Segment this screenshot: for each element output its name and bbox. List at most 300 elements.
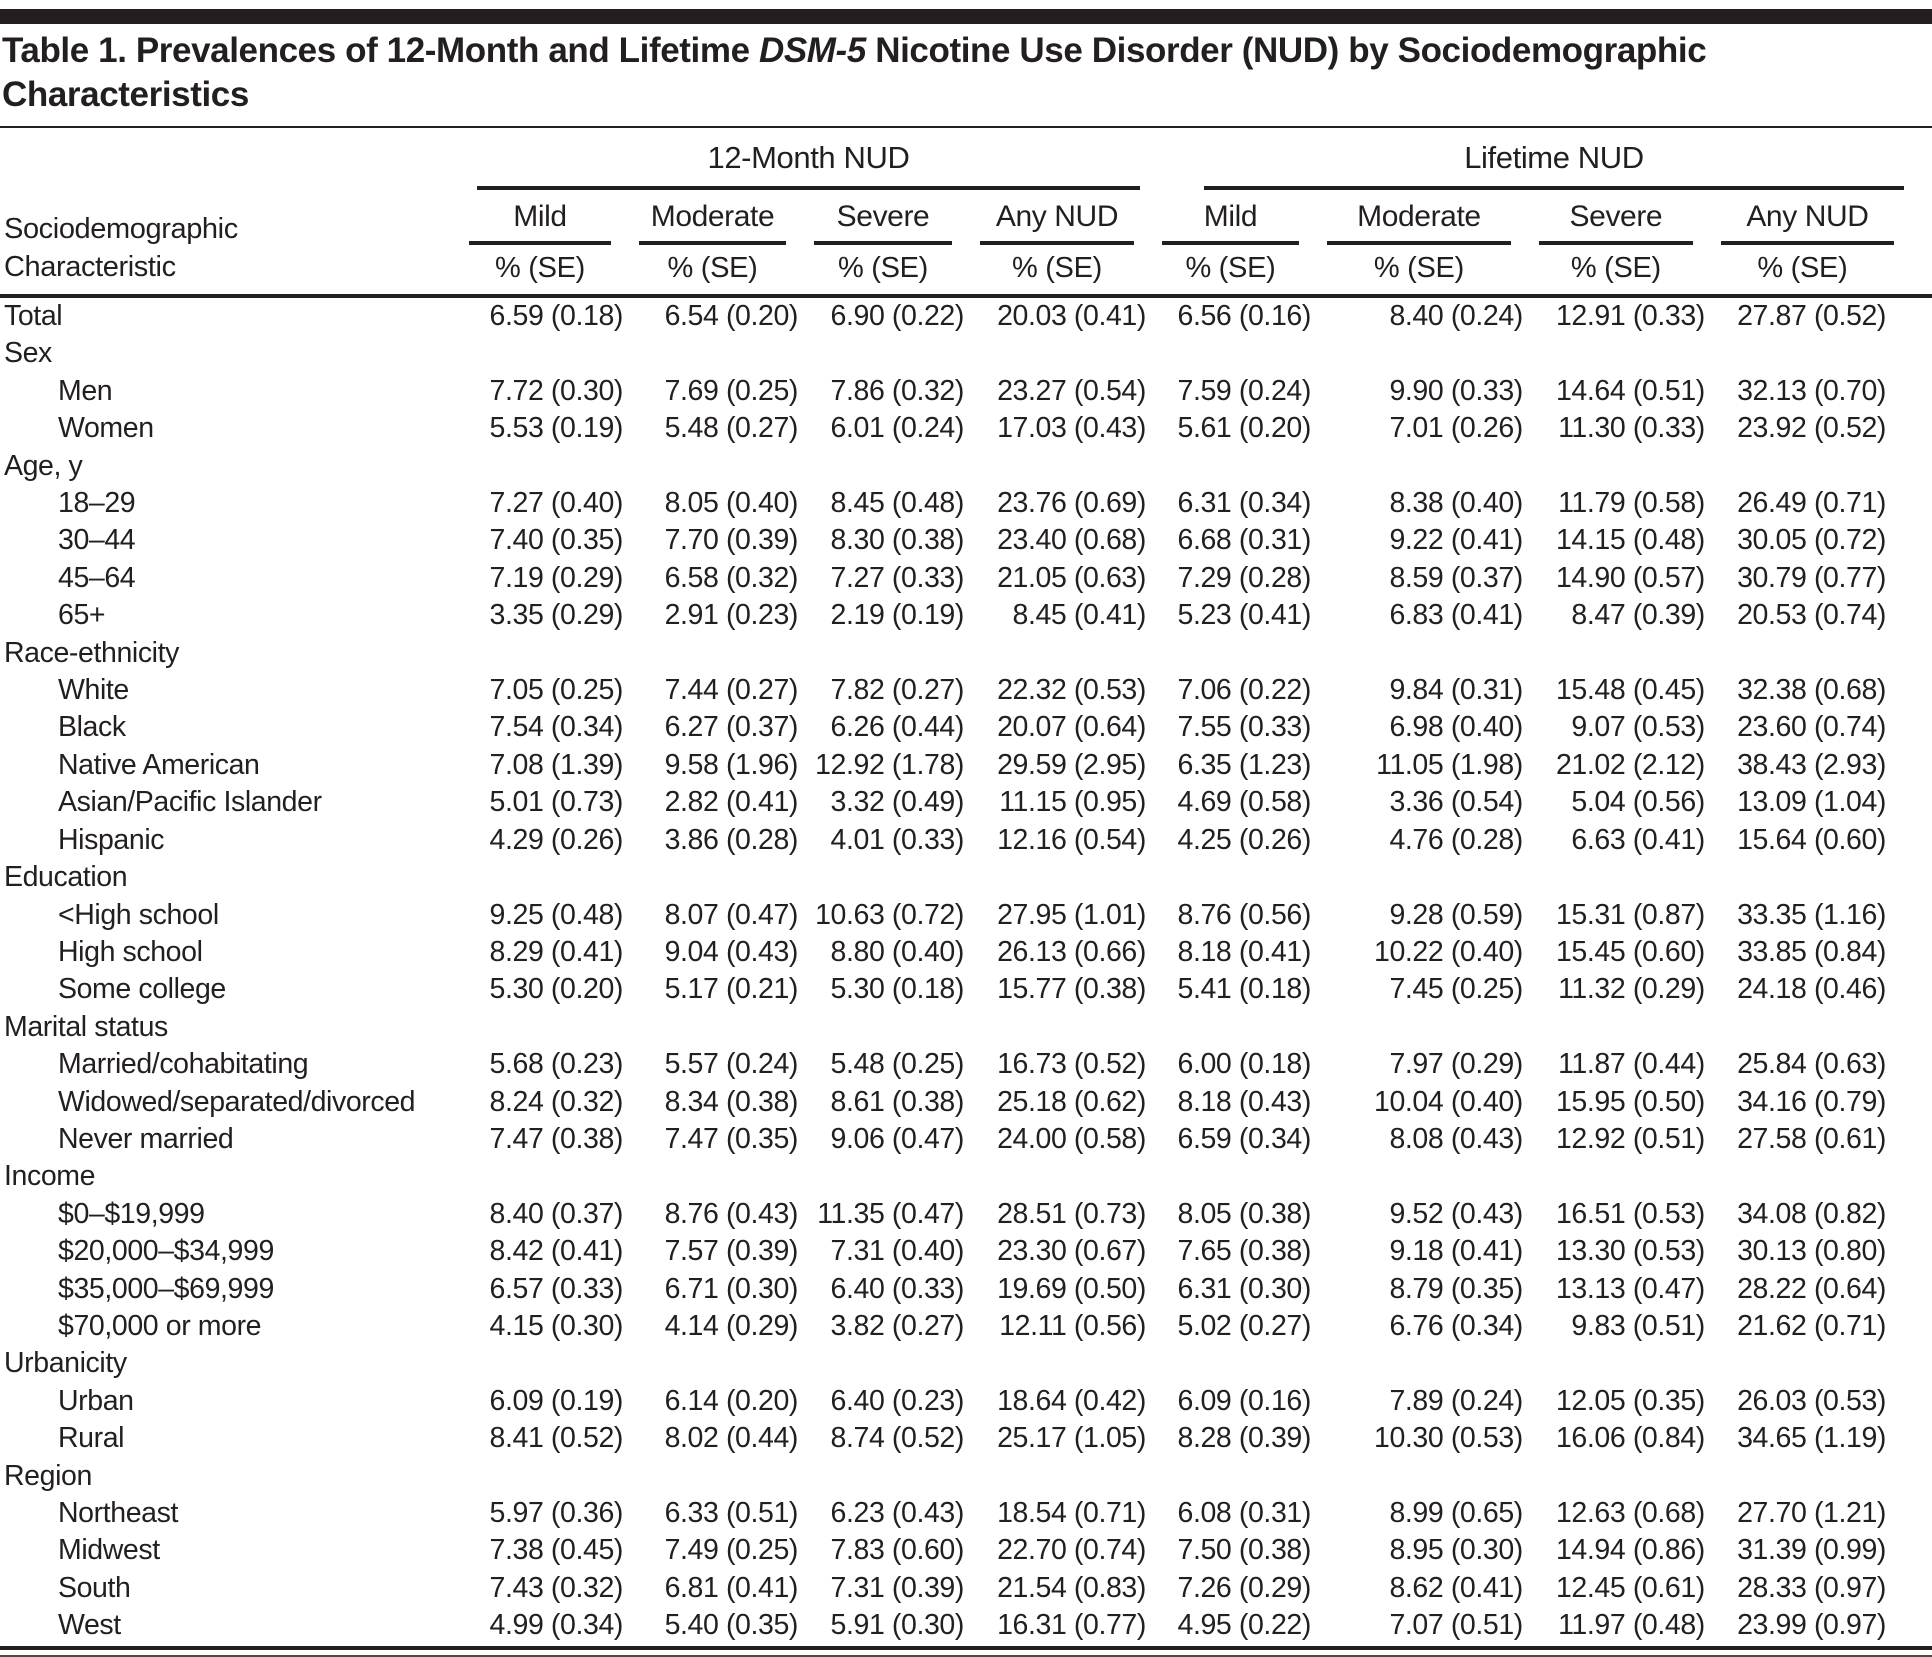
value-cell: 11.30 (0.33) bbox=[1558, 412, 1705, 445]
table-row bbox=[0, 934, 1932, 971]
value-cell: 7.31 (0.39) bbox=[830, 1571, 964, 1604]
value-cell: 5.48 (0.27) bbox=[664, 412, 799, 445]
value-cell: 5.53 (0.19) bbox=[489, 412, 623, 445]
value-cell: 6.59 (0.18) bbox=[489, 300, 623, 332]
value-cell: 5.61 (0.20) bbox=[1177, 412, 1311, 445]
value-cell: 8.95 (0.30) bbox=[1389, 1534, 1523, 1567]
row-label: Never married bbox=[58, 1122, 234, 1155]
row-label: $0–$19,999 bbox=[58, 1197, 205, 1230]
row-label: Total bbox=[4, 300, 63, 332]
value-cell: 7.08 (1.39) bbox=[489, 748, 623, 781]
value-cell: 8.40 (0.37) bbox=[489, 1197, 623, 1230]
column-header-moderate: Moderate bbox=[1313, 190, 1525, 245]
value-cell: 12.63 (0.68) bbox=[1555, 1497, 1705, 1529]
value-cell: 4.01 (0.33) bbox=[830, 823, 964, 856]
table-row bbox=[0, 672, 1932, 709]
value-cell: 27.58 (0.61) bbox=[1737, 1122, 1886, 1155]
value-cell: 6.57 (0.33) bbox=[489, 1272, 623, 1305]
value-cell: 7.27 (0.40) bbox=[489, 487, 623, 520]
value-cell: 14.64 (0.51) bbox=[1555, 374, 1705, 407]
value-cell: 8.24 (0.32) bbox=[489, 1085, 623, 1118]
value-cell: 5.57 (0.24) bbox=[664, 1048, 799, 1081]
section-label: Income bbox=[4, 1160, 96, 1193]
row-label: Urban bbox=[58, 1384, 134, 1417]
table-row bbox=[0, 560, 1932, 597]
section-label: Age, y bbox=[4, 449, 83, 482]
subheader-pct-se: % (SE) bbox=[1313, 245, 1525, 296]
value-cell: 12.05 (0.35) bbox=[1555, 1384, 1705, 1417]
value-cell: 20.03 (0.41) bbox=[997, 300, 1146, 332]
value-cell: 8.34 (0.38) bbox=[664, 1085, 799, 1118]
value-cell: 9.07 (0.53) bbox=[1571, 711, 1705, 744]
value-cell: 12.92 (1.78) bbox=[815, 748, 964, 781]
stub-header-line2: Characteristic bbox=[4, 251, 176, 283]
table-row bbox=[0, 485, 1932, 522]
section-label: Sex bbox=[4, 337, 52, 370]
value-cell: 5.17 (0.21) bbox=[664, 973, 799, 1006]
value-cell: 8.42 (0.41) bbox=[489, 1235, 623, 1268]
value-cell: 6.35 (1.23) bbox=[1177, 748, 1311, 781]
value-cell: 23.30 (0.67) bbox=[997, 1235, 1146, 1268]
value-cell: 15.31 (0.87) bbox=[1555, 898, 1705, 931]
value-cell: 7.29 (0.28) bbox=[1177, 561, 1311, 594]
value-cell: 9.06 (0.47) bbox=[830, 1122, 964, 1155]
table-row bbox=[0, 597, 1932, 634]
value-cell: 29.59 (2.95) bbox=[997, 748, 1146, 781]
value-cell: 21.54 (0.83) bbox=[997, 1571, 1146, 1604]
value-cell: 5.97 (0.36) bbox=[489, 1497, 623, 1529]
value-cell: 5.48 (0.25) bbox=[830, 1048, 964, 1081]
value-cell: 5.30 (0.20) bbox=[489, 973, 623, 1006]
value-cell: 21.05 (0.63) bbox=[997, 561, 1146, 594]
title-rest: Nicotine Use Disorder (NUD) by Sociodemographic bbox=[865, 31, 1707, 70]
value-cell: 4.99 (0.34) bbox=[489, 1609, 623, 1642]
value-cell: 8.45 (0.41) bbox=[1012, 599, 1146, 632]
table-row bbox=[0, 897, 1932, 934]
value-cell: 7.43 (0.32) bbox=[489, 1571, 623, 1604]
value-cell: 6.00 (0.18) bbox=[1177, 1048, 1311, 1081]
value-cell: 8.28 (0.39) bbox=[1177, 1422, 1311, 1455]
row-label: Women bbox=[58, 412, 154, 445]
table-row bbox=[0, 1233, 1932, 1270]
subheader-pct-se: % (SE) bbox=[625, 245, 800, 296]
value-cell: 6.68 (0.31) bbox=[1177, 524, 1311, 557]
column-header-moderate: Moderate bbox=[625, 190, 800, 245]
table-row bbox=[0, 522, 1932, 559]
row-label: 45–64 bbox=[58, 561, 136, 594]
table-row bbox=[0, 1420, 1932, 1457]
value-cell: 4.25 (0.26) bbox=[1177, 823, 1311, 856]
subheader-pct-se: % (SE) bbox=[1148, 245, 1313, 296]
section-header-row bbox=[0, 1158, 1932, 1195]
table-row bbox=[0, 971, 1932, 1008]
value-cell: 7.82 (0.27) bbox=[830, 674, 964, 707]
value-cell: 15.45 (0.60) bbox=[1555, 935, 1705, 968]
value-cell: 2.82 (0.41) bbox=[664, 786, 799, 819]
value-cell: 6.01 (0.24) bbox=[830, 412, 964, 445]
value-cell: 5.02 (0.27) bbox=[1177, 1309, 1311, 1342]
value-cell: 27.70 (1.21) bbox=[1737, 1497, 1886, 1529]
value-cell: 26.03 (0.53) bbox=[1737, 1384, 1886, 1417]
value-cell: 15.77 (0.38) bbox=[997, 973, 1146, 1006]
section-label: Urbanicity bbox=[4, 1347, 127, 1380]
section-label: Marital status bbox=[4, 1010, 168, 1043]
value-cell: 16.31 (0.77) bbox=[997, 1609, 1146, 1642]
table-row bbox=[0, 1495, 1932, 1532]
table-row bbox=[0, 747, 1932, 784]
value-cell: 19.69 (0.50) bbox=[997, 1272, 1146, 1305]
value-cell: 4.14 (0.29) bbox=[664, 1309, 799, 1342]
value-cell: 6.76 (0.34) bbox=[1389, 1309, 1523, 1342]
value-cell: 8.02 (0.44) bbox=[664, 1422, 799, 1455]
value-cell: 28.51 (0.73) bbox=[997, 1197, 1146, 1230]
value-cell: 10.63 (0.72) bbox=[815, 898, 964, 931]
value-cell: 11.35 (0.47) bbox=[817, 1197, 964, 1230]
value-cell: 5.30 (0.18) bbox=[830, 973, 964, 1006]
value-cell: 18.64 (0.42) bbox=[997, 1384, 1146, 1417]
value-cell: 3.82 (0.27) bbox=[830, 1309, 964, 1342]
group-header-lifetime: Lifetime NUD bbox=[1148, 128, 1932, 190]
column-header-mild: Mild bbox=[1148, 190, 1313, 245]
value-cell: 7.50 (0.38) bbox=[1177, 1534, 1311, 1567]
row-label: High school bbox=[58, 935, 203, 968]
section-header-row bbox=[0, 335, 1932, 372]
table-row bbox=[0, 1046, 1932, 1083]
value-cell: 9.83 (0.51) bbox=[1571, 1309, 1705, 1342]
value-cell: 6.40 (0.33) bbox=[830, 1272, 964, 1305]
value-cell: 12.11 (0.56) bbox=[999, 1309, 1146, 1342]
row-label: Widowed/separated/divorced bbox=[58, 1085, 416, 1118]
value-cell: 12.45 (0.61) bbox=[1555, 1571, 1705, 1604]
value-cell: 7.47 (0.38) bbox=[489, 1122, 623, 1155]
row-label: Black bbox=[58, 711, 126, 744]
value-cell: 34.65 (1.19) bbox=[1737, 1422, 1886, 1455]
value-cell: 14.15 (0.48) bbox=[1555, 524, 1705, 557]
value-cell: 5.40 (0.35) bbox=[664, 1609, 799, 1642]
value-cell: 34.16 (0.79) bbox=[1737, 1085, 1886, 1118]
group-header-12month: 12-Month NUD bbox=[455, 128, 1148, 190]
value-cell: 12.16 (0.54) bbox=[997, 823, 1146, 856]
title-prefix: Table 1. Prevalences of 12-Month and Lifetime bbox=[2, 31, 759, 70]
section-header-row bbox=[0, 635, 1932, 672]
value-cell: 6.63 (0.41) bbox=[1571, 823, 1705, 856]
value-cell: 7.44 (0.27) bbox=[664, 674, 799, 707]
table-row bbox=[0, 1383, 1932, 1420]
value-cell: 7.49 (0.25) bbox=[664, 1534, 799, 1567]
value-cell: 3.32 (0.49) bbox=[830, 786, 964, 819]
value-cell: 8.61 (0.38) bbox=[830, 1085, 964, 1118]
row-label: Northeast bbox=[58, 1497, 178, 1529]
subheader-pct-se: % (SE) bbox=[455, 245, 625, 296]
value-cell: 22.70 (0.74) bbox=[997, 1534, 1146, 1567]
value-cell: 5.01 (0.73) bbox=[489, 786, 623, 819]
value-cell: 7.05 (0.25) bbox=[489, 674, 623, 707]
value-cell: 8.59 (0.37) bbox=[1389, 561, 1523, 594]
value-cell: 2.19 (0.19) bbox=[830, 599, 964, 632]
value-cell: 38.43 (2.93) bbox=[1737, 748, 1886, 781]
value-cell: 14.90 (0.57) bbox=[1555, 561, 1705, 594]
value-cell: 23.92 (0.52) bbox=[1737, 412, 1886, 445]
row-label: Midwest bbox=[58, 1534, 160, 1567]
value-cell: 11.05 (1.98) bbox=[1376, 748, 1523, 781]
section-header-row bbox=[0, 859, 1932, 896]
value-cell: 10.22 (0.40) bbox=[1374, 935, 1523, 968]
value-cell: 8.08 (0.43) bbox=[1389, 1122, 1523, 1155]
value-cell: 6.31 (0.34) bbox=[1177, 487, 1311, 520]
value-cell: 8.62 (0.41) bbox=[1389, 1571, 1523, 1604]
value-cell: 27.95 (1.01) bbox=[997, 898, 1146, 931]
value-cell: 8.05 (0.38) bbox=[1177, 1197, 1311, 1230]
table-row bbox=[0, 1308, 1932, 1345]
value-cell: 3.36 (0.54) bbox=[1389, 786, 1523, 819]
value-cell: 6.83 (0.41) bbox=[1389, 599, 1523, 632]
value-cell: 11.87 (0.44) bbox=[1558, 1048, 1705, 1081]
value-cell: 8.76 (0.56) bbox=[1177, 898, 1311, 931]
table-row bbox=[0, 1570, 1932, 1607]
section-header-row bbox=[0, 1458, 1932, 1495]
value-cell: 9.28 (0.59) bbox=[1389, 898, 1523, 931]
row-label: 30–44 bbox=[58, 524, 136, 557]
row-label: White bbox=[58, 674, 129, 707]
table-row bbox=[0, 784, 1932, 821]
value-cell: 8.80 (0.40) bbox=[830, 935, 964, 968]
value-cell: 30.13 (0.80) bbox=[1737, 1235, 1886, 1268]
value-cell: 23.27 (0.54) bbox=[997, 374, 1146, 407]
value-cell: 11.32 (0.29) bbox=[1558, 973, 1705, 1006]
section-header-row bbox=[0, 1009, 1932, 1046]
value-cell: 6.08 (0.31) bbox=[1177, 1497, 1311, 1529]
value-cell: 28.33 (0.97) bbox=[1737, 1571, 1886, 1604]
value-cell: 6.58 (0.32) bbox=[664, 561, 799, 594]
value-cell: 4.15 (0.30) bbox=[489, 1309, 623, 1342]
subheader-pct-se: % (SE) bbox=[1707, 245, 1932, 296]
value-cell: 8.07 (0.47) bbox=[664, 898, 799, 931]
value-cell: 8.18 (0.41) bbox=[1177, 935, 1311, 968]
value-cell: 5.04 (0.56) bbox=[1571, 786, 1705, 819]
value-cell: 7.55 (0.33) bbox=[1177, 711, 1311, 744]
value-cell: 24.00 (0.58) bbox=[997, 1122, 1146, 1155]
value-cell: 11.79 (0.58) bbox=[1558, 487, 1705, 520]
value-cell: 31.39 (0.99) bbox=[1737, 1534, 1886, 1567]
value-cell: 7.59 (0.24) bbox=[1177, 374, 1311, 407]
table-row bbox=[0, 1121, 1932, 1158]
value-cell: 7.26 (0.29) bbox=[1177, 1571, 1311, 1604]
bottom-rule-thin bbox=[0, 1655, 1932, 1657]
value-cell: 15.95 (0.50) bbox=[1555, 1085, 1705, 1118]
value-cell: 8.79 (0.35) bbox=[1389, 1272, 1523, 1305]
table-header bbox=[0, 128, 1932, 296]
table-row bbox=[0, 1271, 1932, 1308]
value-cell: 7.69 (0.25) bbox=[664, 374, 799, 407]
value-cell: 6.56 (0.16) bbox=[1177, 300, 1311, 332]
table-row bbox=[0, 822, 1932, 859]
row-label: Asian/Pacific Islander bbox=[58, 786, 322, 819]
row-label: Some college bbox=[58, 973, 226, 1006]
value-cell: 6.90 (0.22) bbox=[830, 300, 964, 332]
table-row bbox=[0, 410, 1932, 447]
value-cell: 7.70 (0.39) bbox=[664, 524, 799, 557]
value-cell: 7.19 (0.29) bbox=[489, 561, 623, 594]
value-cell: 23.99 (0.97) bbox=[1737, 1609, 1886, 1642]
value-cell: 8.05 (0.40) bbox=[664, 487, 799, 520]
table-row bbox=[0, 1084, 1932, 1121]
row-label: Native American bbox=[58, 748, 260, 781]
value-cell: 3.35 (0.29) bbox=[489, 599, 623, 632]
value-cell: 23.60 (0.74) bbox=[1737, 711, 1886, 744]
row-label: Married/cohabitating bbox=[58, 1048, 309, 1081]
table-body bbox=[0, 296, 1932, 1645]
value-cell: 15.64 (0.60) bbox=[1737, 823, 1886, 856]
value-cell: 7.86 (0.32) bbox=[830, 374, 964, 407]
value-cell: 13.30 (0.53) bbox=[1555, 1235, 1705, 1268]
value-cell: 8.74 (0.52) bbox=[830, 1422, 964, 1455]
value-cell: 7.45 (0.25) bbox=[1389, 973, 1523, 1006]
value-cell: 24.18 (0.46) bbox=[1737, 973, 1886, 1006]
value-cell: 4.29 (0.26) bbox=[489, 823, 623, 856]
value-cell: 7.27 (0.33) bbox=[830, 561, 964, 594]
value-cell: 23.76 (0.69) bbox=[997, 487, 1146, 520]
row-label: 65+ bbox=[58, 599, 106, 632]
value-cell: 9.84 (0.31) bbox=[1389, 674, 1523, 707]
value-cell: 8.47 (0.39) bbox=[1571, 599, 1705, 632]
value-cell: 25.84 (0.63) bbox=[1737, 1048, 1886, 1081]
value-cell: 6.31 (0.30) bbox=[1177, 1272, 1311, 1305]
value-cell: 7.54 (0.34) bbox=[489, 711, 623, 744]
prevalence-table bbox=[0, 128, 1932, 1645]
value-cell: 8.41 (0.52) bbox=[489, 1422, 623, 1455]
value-cell: 16.06 (0.84) bbox=[1555, 1422, 1705, 1455]
value-cell: 34.08 (0.82) bbox=[1737, 1197, 1886, 1230]
group-header-row bbox=[0, 128, 1932, 190]
value-cell: 9.04 (0.43) bbox=[664, 935, 799, 968]
table-title-line1 bbox=[2, 29, 1930, 73]
value-cell: 15.48 (0.45) bbox=[1555, 674, 1705, 707]
value-cell: 21.02 (2.12) bbox=[1555, 748, 1705, 781]
value-cell: 28.22 (0.64) bbox=[1737, 1272, 1886, 1305]
value-cell: 6.40 (0.23) bbox=[830, 1384, 964, 1417]
value-cell: 33.85 (0.84) bbox=[1737, 935, 1886, 968]
table-row bbox=[0, 1607, 1932, 1644]
value-cell: 6.71 (0.30) bbox=[664, 1272, 799, 1305]
value-cell: 9.22 (0.41) bbox=[1389, 524, 1523, 557]
value-cell: 8.45 (0.48) bbox=[830, 487, 964, 520]
value-cell: 27.87 (0.52) bbox=[1737, 300, 1886, 332]
value-cell: 4.95 (0.22) bbox=[1177, 1609, 1311, 1642]
value-cell: 8.29 (0.41) bbox=[489, 935, 623, 968]
row-label: Rural bbox=[58, 1422, 125, 1455]
value-cell: 8.40 (0.24) bbox=[1389, 300, 1523, 332]
value-cell: 11.97 (0.48) bbox=[1558, 1609, 1705, 1642]
value-cell: 6.26 (0.44) bbox=[830, 711, 964, 744]
value-cell: 8.38 (0.40) bbox=[1389, 487, 1523, 520]
value-cell: 16.73 (0.52) bbox=[997, 1048, 1146, 1081]
value-cell: 6.23 (0.43) bbox=[830, 1497, 964, 1529]
value-cell: 9.52 (0.43) bbox=[1389, 1197, 1523, 1230]
section-label: Region bbox=[4, 1459, 92, 1492]
value-cell: 32.13 (0.70) bbox=[1737, 374, 1886, 407]
row-label: $35,000–$69,999 bbox=[58, 1272, 274, 1305]
subheader-pct-se: % (SE) bbox=[800, 245, 966, 296]
value-cell: 7.01 (0.26) bbox=[1389, 412, 1523, 445]
value-cell: 18.54 (0.71) bbox=[997, 1497, 1146, 1529]
stub-header-line1: Sociodemographic bbox=[4, 213, 238, 245]
value-cell: 25.17 (1.05) bbox=[997, 1422, 1146, 1455]
value-cell: 7.31 (0.40) bbox=[830, 1235, 964, 1268]
value-cell: 7.97 (0.29) bbox=[1389, 1048, 1523, 1081]
value-cell: 7.65 (0.38) bbox=[1177, 1235, 1311, 1268]
value-cell: 7.06 (0.22) bbox=[1177, 674, 1311, 707]
value-cell: 9.58 (1.96) bbox=[664, 748, 799, 781]
value-cell: 6.27 (0.37) bbox=[664, 711, 799, 744]
value-cell: 32.38 (0.68) bbox=[1737, 674, 1886, 707]
value-cell: 7.72 (0.30) bbox=[489, 374, 623, 407]
value-cell: 9.18 (0.41) bbox=[1389, 1235, 1523, 1268]
value-cell: 20.53 (0.74) bbox=[1737, 599, 1886, 632]
value-cell: 5.68 (0.23) bbox=[489, 1048, 623, 1081]
row-label: $20,000–$34,999 bbox=[58, 1235, 274, 1268]
value-cell: 8.99 (0.65) bbox=[1389, 1497, 1523, 1529]
table-row bbox=[0, 296, 1932, 335]
section-label: Education bbox=[4, 861, 128, 894]
value-cell: 3.86 (0.28) bbox=[664, 823, 799, 856]
value-cell: 10.04 (0.40) bbox=[1374, 1085, 1523, 1118]
value-cell: 4.76 (0.28) bbox=[1389, 823, 1523, 856]
section-label: Race-ethnicity bbox=[4, 636, 179, 669]
value-cell: 7.83 (0.60) bbox=[830, 1534, 964, 1567]
column-header-severe: Severe bbox=[1525, 190, 1707, 245]
row-label: $70,000 or more bbox=[58, 1309, 262, 1342]
value-cell: 7.07 (0.51) bbox=[1389, 1609, 1523, 1642]
value-cell: 12.92 (0.51) bbox=[1555, 1122, 1705, 1155]
value-cell: 6.09 (0.19) bbox=[489, 1384, 623, 1417]
title-italic-dsm5: DSM-5 bbox=[758, 31, 866, 70]
value-cell: 6.09 (0.16) bbox=[1177, 1384, 1311, 1417]
value-cell: 11.15 (0.95) bbox=[999, 786, 1146, 819]
value-cell: 7.38 (0.45) bbox=[489, 1534, 623, 1567]
value-cell: 7.57 (0.39) bbox=[664, 1235, 799, 1268]
subheader-pct-se: % (SE) bbox=[1525, 245, 1707, 296]
stub-header bbox=[0, 128, 455, 296]
value-cell: 26.13 (0.66) bbox=[997, 935, 1146, 968]
value-cell: 17.03 (0.43) bbox=[997, 412, 1146, 445]
value-cell: 26.49 (0.71) bbox=[1737, 487, 1886, 520]
value-cell: 5.41 (0.18) bbox=[1177, 973, 1311, 1006]
subheader-pct-se: % (SE) bbox=[966, 245, 1148, 296]
table-figure bbox=[0, 9, 1932, 1657]
value-cell: 6.54 (0.20) bbox=[664, 300, 799, 332]
row-label: South bbox=[58, 1571, 131, 1604]
value-cell: 5.23 (0.41) bbox=[1177, 599, 1311, 632]
value-cell: 7.47 (0.35) bbox=[664, 1122, 799, 1155]
value-cell: 33.35 (1.16) bbox=[1737, 898, 1886, 931]
value-cell: 12.91 (0.33) bbox=[1555, 300, 1705, 332]
value-cell: 2.91 (0.23) bbox=[664, 599, 799, 632]
row-label: Men bbox=[58, 374, 113, 407]
value-cell: 13.09 (1.04) bbox=[1737, 786, 1886, 819]
value-cell: 8.18 (0.43) bbox=[1177, 1085, 1311, 1118]
column-header-severe: Severe bbox=[800, 190, 966, 245]
table-row bbox=[0, 373, 1932, 410]
row-label: 18–29 bbox=[58, 487, 136, 520]
column-header-any-nud: Any NUD bbox=[966, 190, 1148, 245]
column-header-any-nud: Any NUD bbox=[1707, 190, 1932, 245]
value-cell: 16.51 (0.53) bbox=[1555, 1197, 1705, 1230]
top-rule-bar bbox=[0, 9, 1932, 24]
table-row bbox=[0, 1196, 1932, 1233]
value-cell: 13.13 (0.47) bbox=[1555, 1272, 1705, 1305]
value-cell: 9.90 (0.33) bbox=[1389, 374, 1523, 407]
table-row bbox=[0, 1532, 1932, 1569]
